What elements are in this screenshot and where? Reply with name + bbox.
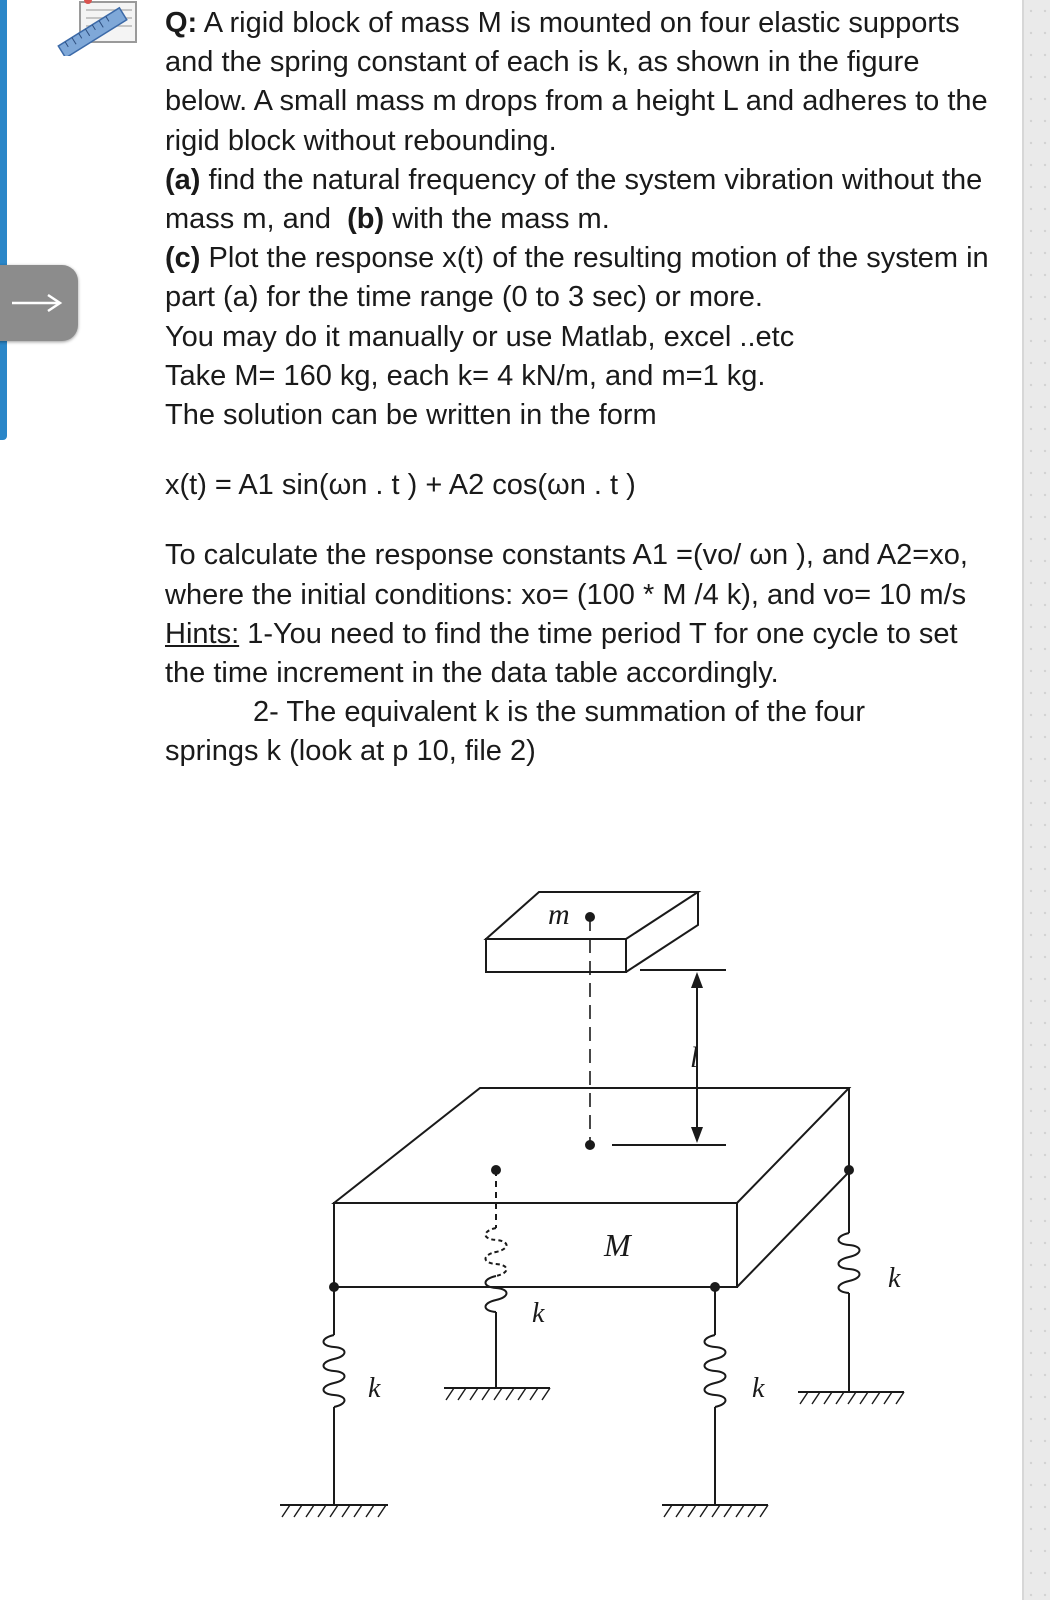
- right-gutter: [1022, 0, 1050, 1600]
- hint-1: 1-You need to find the time period T for one cycle to set the time increment in the data table accordingly.: [165, 617, 958, 690]
- next-page-tab[interactable]: [0, 265, 78, 341]
- spring-mass-figure: [262, 880, 922, 1540]
- question-intro: [165, 4, 1005, 161]
- part-c: [165, 239, 1005, 317]
- given-line: Take M= 160 kg, each k= 4 kN/m, and m=1 kg.: [165, 359, 766, 392]
- intro-text: A rigid block of mass M is mounted on four elastic supports and the spring constant of each is k, as shown in the figure below. A small mass m drops from a height L and adheres to the rigid block without rebounding.: [165, 7, 988, 157]
- spring-label: k: [368, 1373, 381, 1404]
- q-label: Q:: [165, 7, 198, 39]
- small-mass-label: m: [548, 898, 570, 931]
- ruler-pencil-icon: [52, 0, 140, 56]
- spring-back-right: [839, 1165, 902, 1392]
- spring-front-right: [705, 1282, 766, 1505]
- part-ab: [165, 161, 1005, 239]
- spring-label: k: [752, 1373, 765, 1404]
- part-a-label: (a): [165, 163, 201, 196]
- spring-label: k: [532, 1298, 545, 1329]
- part-a-text: find the natural frequency of the system vibration without the mass m, and: [165, 163, 983, 236]
- spring-label: k: [888, 1263, 901, 1294]
- part-c-label: (c): [165, 242, 201, 275]
- small-mass-block: [486, 892, 698, 972]
- question-document: [165, 4, 1005, 772]
- constants-text: To calculate the response constants A1 =(vo/ ωn ), and A2=xo, where the initial conditions: xo= (100 * M /4 k), and vo= 10 m/s: [165, 539, 968, 611]
- tools-line: You may do it manually or use Matlab, excel ..etc: [165, 320, 795, 353]
- hint-2: 2- The equivalent k is the summation of the four: [253, 696, 866, 729]
- hint-1-line: [165, 615, 1005, 693]
- solution-form-line: The solution can be written in the form: [165, 399, 657, 432]
- hint-2-rest: springs k (look at p 10, file 2): [165, 735, 536, 768]
- left-accent-rail: [0, 0, 7, 440]
- height-dimension: [612, 970, 726, 1145]
- part-b-text: with the mass m.: [392, 203, 610, 236]
- block-mass-label: M: [604, 1227, 631, 1263]
- part-c-text: Plot the response x(t) of the resulting motion of the system in part (a) for the time range (0 to 3 sec) or more.: [165, 242, 989, 314]
- spring-front-left: [324, 1282, 382, 1505]
- height-label: l: [690, 1041, 699, 1074]
- equation: x(t) = A1 sin(ωn . t ) + A2 cos(ωn . t ): [165, 469, 636, 502]
- arrow-right-icon: [10, 292, 64, 314]
- hints-label: Hints:: [165, 617, 240, 650]
- part-b-label: (b): [347, 203, 385, 236]
- rigid-block: [334, 1088, 849, 1287]
